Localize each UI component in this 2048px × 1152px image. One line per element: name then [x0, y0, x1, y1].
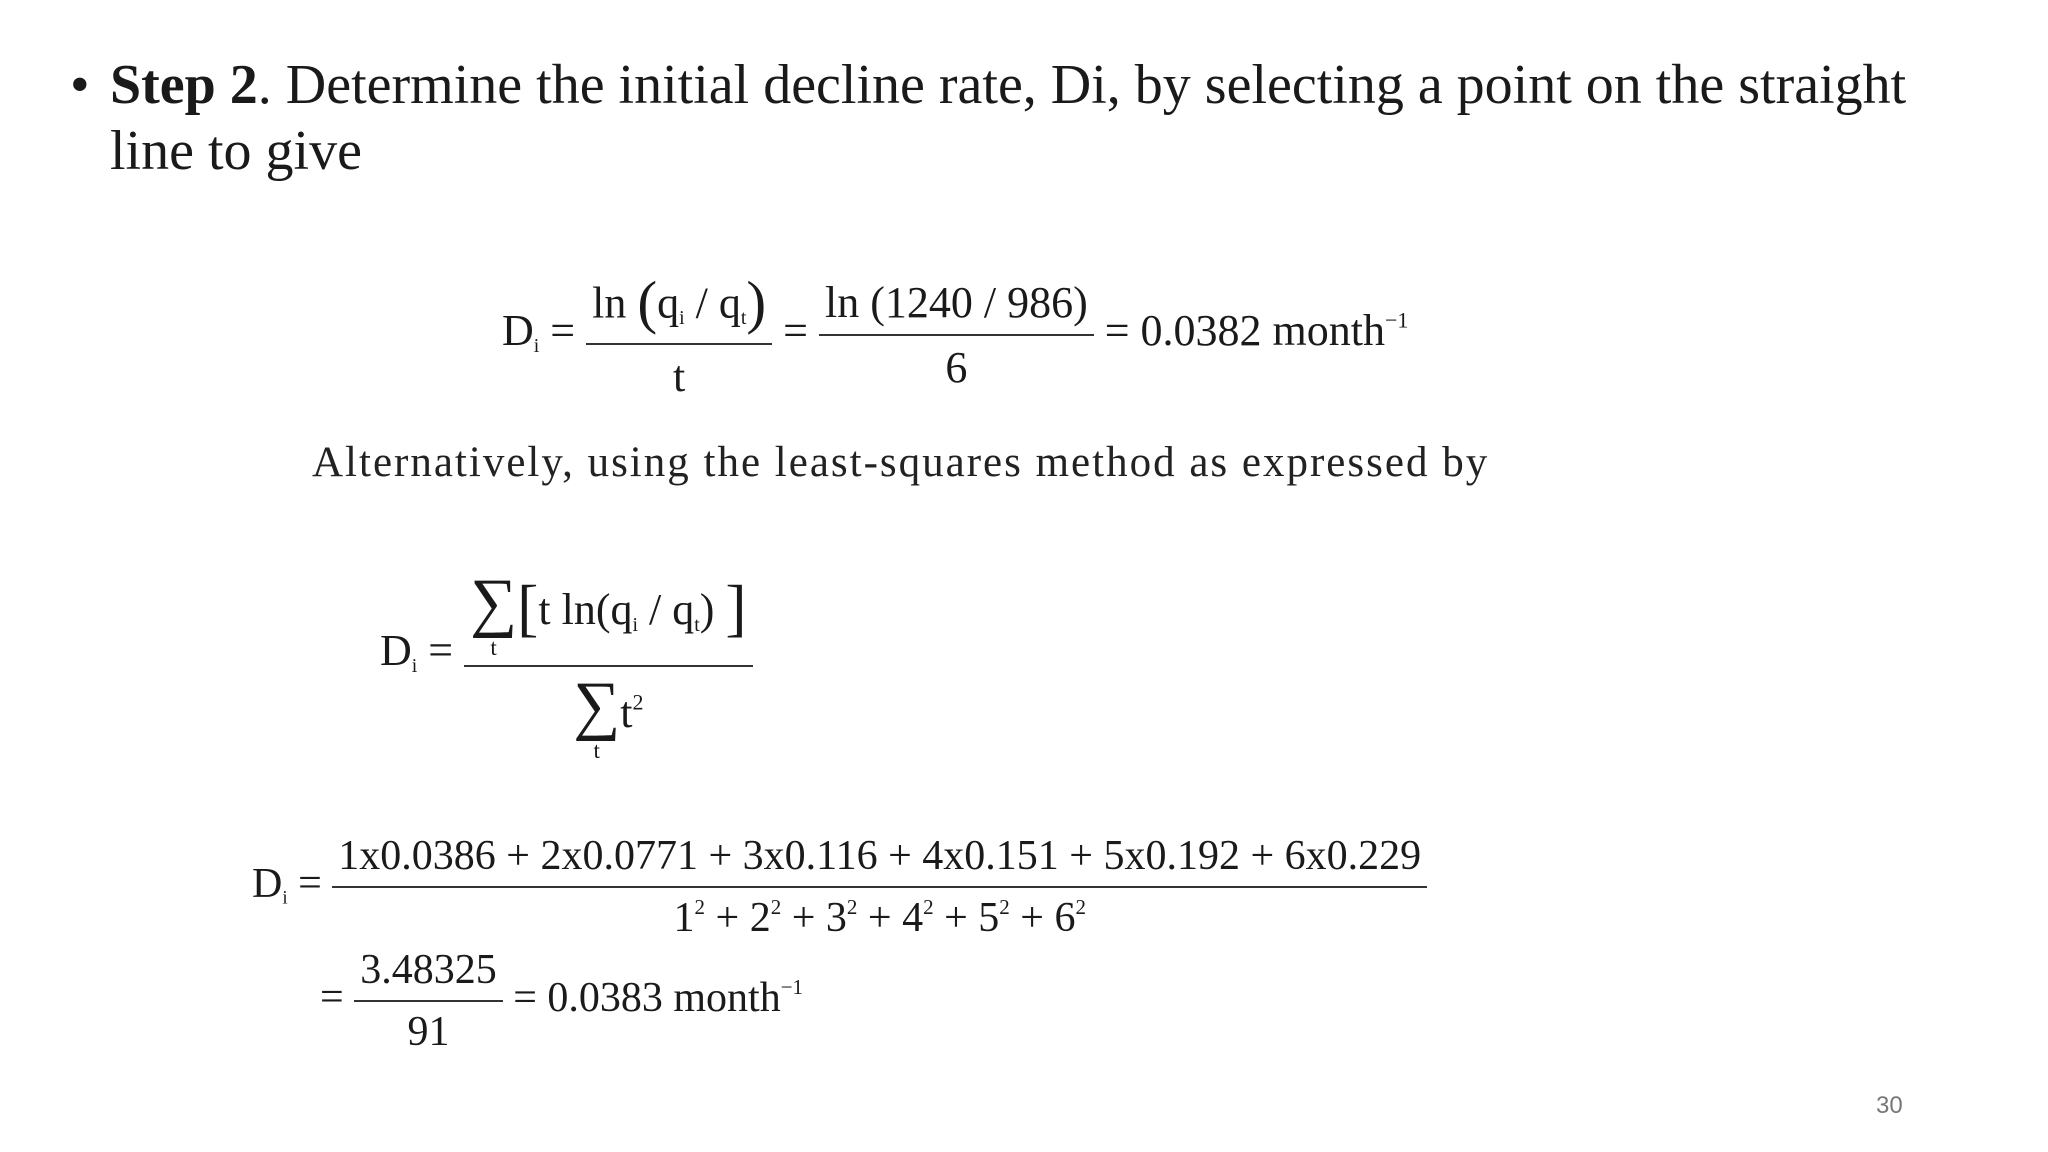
eq1-fraction-1-denominator: t — [673, 352, 686, 401]
sum-icon: ∑ t — [470, 566, 518, 660]
equation-initial-decline-rate — [502, 268, 1408, 402]
equation-result — [320, 946, 803, 1056]
eq2-fraction — [464, 566, 753, 764]
bullet-icon: • — [70, 54, 90, 116]
eq4-numerator: 3.48325 — [354, 946, 503, 1002]
eq1-equals: = — [550, 306, 576, 356]
eq1-fraction-1-numerator: $\ln (q_i / q_t)$ — [586, 268, 772, 345]
eq1-fraction-2-denominator: 6 — [945, 343, 968, 392]
eq3-fraction — [332, 832, 1427, 942]
eq4-result: = 0.0383 month$^{-1}$ — [513, 974, 804, 1021]
step-2-text — [110, 52, 2000, 184]
eq1-fraction-2 — [819, 277, 1094, 393]
eq3-equals: = — [298, 860, 322, 907]
eq4-equals: = — [320, 974, 344, 1021]
sum-icon: ∑ t — [573, 669, 621, 764]
equation-numeric-substitution — [252, 832, 1427, 942]
step-2-label: Step 2 — [110, 54, 258, 116]
eq4-denominator: 91 — [407, 1009, 450, 1055]
step-2-paragraph — [70, 52, 2000, 184]
eq2-numerator: ∑ t [t $\ln(q_i / q_t)$ ] — [464, 570, 753, 667]
eq2-equals: = — [428, 625, 454, 675]
eq2-denominator: ∑ t $t^2$ — [573, 669, 644, 764]
equation-least-squares — [380, 566, 753, 764]
page-number: 30 — [1876, 1092, 1903, 1119]
eq1-equals-2: = — [783, 306, 808, 356]
eq1-result: = 0.0382 month$^{-1}$ — [1104, 306, 1409, 356]
eq1-fraction-1 — [586, 268, 772, 402]
eq3-lhs: $D_i$ — [252, 860, 288, 909]
eq1-lhs: $D_i$ — [502, 306, 540, 358]
alternatively-text: Alternatively, using the least-squares method as expressed by — [312, 439, 1490, 486]
eq3-denominator: $1^2 + 2^2 + 3^2 + 4^2 + 5^2 + 6^2$ — [673, 895, 1086, 941]
eq3-numerator: 1x0.0386 + 2x0.0771 + 3x0.116 + 4x0.151 + 5x0.192 + 6x0.229 — [332, 832, 1427, 888]
eq4-fraction — [354, 946, 503, 1056]
step-2-body: . Determine the initial decline rate, Di, by selecting a point on the straight line to give — [110, 54, 1907, 182]
eq1-fraction-2-numerator: ln (1240 / 986) — [819, 277, 1094, 336]
eq2-lhs: $D_i$ — [380, 625, 418, 677]
